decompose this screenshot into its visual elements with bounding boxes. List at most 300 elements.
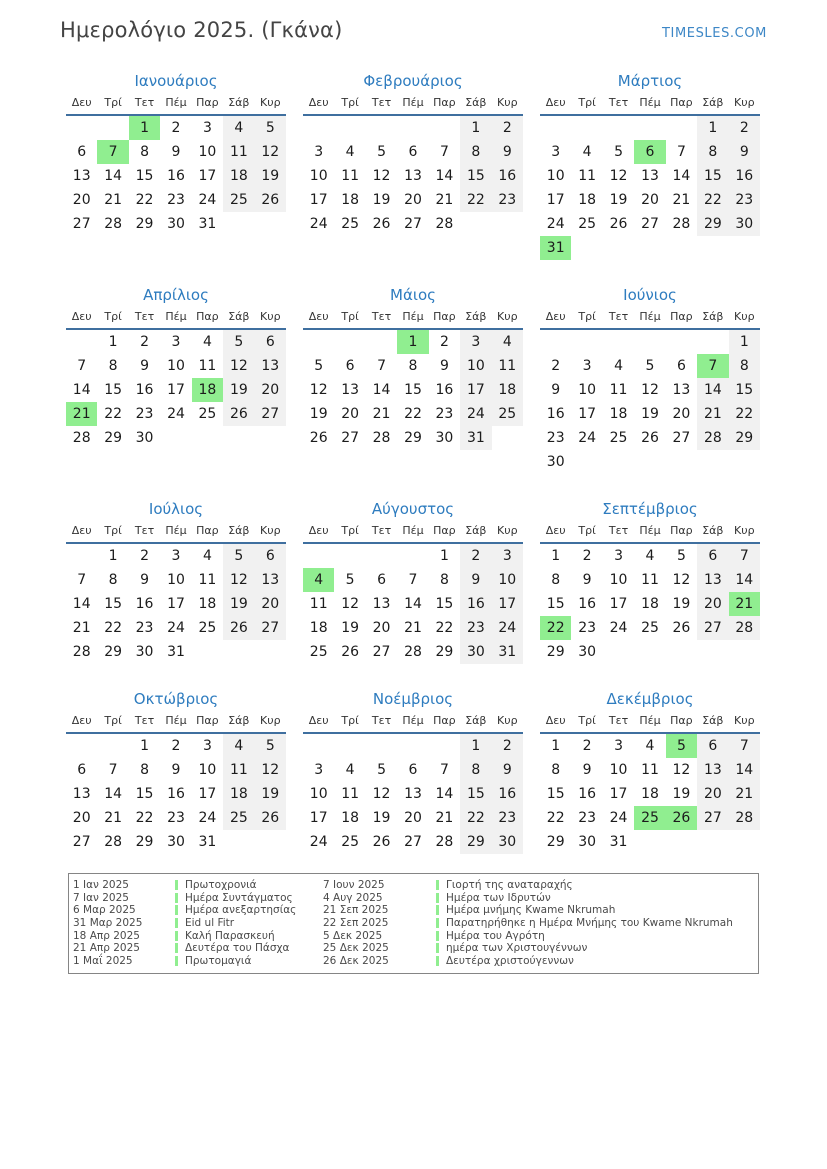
month-days	[66, 734, 286, 854]
day-cell: 24	[198, 192, 217, 208]
weekday-label: Σάβ	[465, 310, 487, 323]
holiday-row	[73, 929, 323, 942]
day-cell: 16	[578, 786, 597, 802]
day-cell	[729, 830, 760, 854]
month-title: Μάιος	[390, 286, 436, 304]
day-cell: 9	[729, 140, 760, 164]
site-link[interactable]: TIMESLES.COM	[661, 26, 767, 41]
day-cell: 6	[345, 358, 355, 374]
day-cell: 3	[460, 330, 491, 354]
day-cell: 28	[672, 216, 691, 232]
day-cell: 30	[492, 830, 523, 854]
day-cell: 13	[72, 786, 91, 802]
day-cell	[223, 212, 254, 236]
day-cell: 28	[697, 426, 728, 450]
day-cell: 12	[672, 762, 691, 778]
day-cell: 10	[198, 762, 217, 778]
day-cell: 22	[135, 810, 154, 826]
month-days	[66, 116, 286, 236]
day-cell: 26	[255, 806, 286, 830]
day-cell: 18	[223, 782, 254, 806]
day-cell: 8	[729, 354, 760, 378]
holiday-name: Πρωτοχρονιά	[185, 879, 257, 892]
day-cell	[666, 116, 697, 140]
month-calendar	[540, 500, 760, 664]
day-cell: 31	[460, 426, 491, 450]
day-cell: 22	[404, 406, 422, 422]
weekday-label: Πέμ	[165, 714, 187, 727]
weekday-label: Τρί	[578, 714, 596, 727]
weekday-label: Παρ	[433, 714, 456, 727]
day-cell: 4	[645, 548, 655, 564]
holiday-row	[323, 892, 758, 905]
day-cell: 23	[135, 406, 154, 422]
day-cell: 15	[104, 596, 123, 612]
day-cell: 25	[609, 430, 628, 446]
day-cell	[366, 116, 397, 140]
weekday-label: Τετ	[371, 310, 392, 323]
month-days	[540, 544, 760, 664]
day-cell: 20	[341, 406, 360, 422]
day-cell: 15	[460, 164, 491, 188]
day-cell: 29	[104, 644, 123, 660]
day-cell: 30	[578, 644, 597, 660]
day-cell: 23	[578, 810, 597, 826]
day-cell: 25	[341, 834, 360, 850]
day-cell: 18	[198, 596, 217, 612]
month-calendar	[66, 500, 286, 664]
day-cell: 25	[492, 402, 523, 426]
day-cell: 1	[108, 334, 118, 350]
day-cell: 14	[435, 786, 454, 802]
day-cell: 13	[72, 168, 91, 184]
day-cell: 25	[341, 216, 360, 232]
day-cell: 12	[372, 786, 391, 802]
weekday-label: Κυρ	[497, 714, 518, 727]
day-cell: 30	[729, 212, 760, 236]
day-cell: 10	[609, 762, 628, 778]
day-cell: 6	[697, 544, 728, 568]
month-days	[303, 544, 523, 664]
day-cell: 1	[129, 116, 160, 140]
day-cell: 27	[697, 616, 728, 640]
day-cell: 3	[314, 762, 324, 778]
day-cell	[366, 544, 397, 568]
holiday-date: 21 Απρ 2025	[73, 942, 140, 955]
day-cell: 12	[255, 758, 286, 782]
day-cell: 15	[435, 596, 454, 612]
holiday-tick-icon	[436, 880, 439, 890]
day-cell: 2	[439, 334, 449, 350]
day-cell: 6	[676, 358, 686, 374]
weekday-label: Πέμ	[402, 714, 424, 727]
day-cell: 11	[198, 358, 217, 374]
day-cell	[697, 830, 728, 854]
day-cell: 25	[223, 806, 254, 830]
day-cell: 4	[202, 334, 212, 350]
day-cell: 29	[546, 834, 565, 850]
month-title: Δεκέμβριος	[606, 690, 694, 708]
day-cell: 22	[135, 192, 154, 208]
day-cell: 7	[108, 762, 118, 778]
day-cell: 27	[372, 644, 391, 660]
day-cell	[255, 426, 286, 450]
month-title: Οκτώβριος	[133, 690, 219, 708]
day-cell	[334, 734, 365, 758]
weekday-label: Τρί	[578, 96, 596, 109]
day-cell	[571, 116, 602, 140]
day-cell: 1	[108, 548, 118, 564]
day-cell: 29	[435, 644, 454, 660]
day-cell: 23	[729, 188, 760, 212]
weekday-label: Κυρ	[734, 96, 755, 109]
holiday-date: 5 Δεκ 2025	[323, 929, 383, 942]
day-cell: 12	[672, 572, 691, 588]
month-days	[303, 116, 523, 236]
weekday-label: Δευ	[545, 310, 566, 323]
day-cell: 12	[223, 568, 254, 592]
weekday-label: Κυρ	[260, 96, 281, 109]
day-cell: 17	[309, 192, 328, 208]
weekday-label: Σάβ	[465, 524, 487, 537]
month-calendar	[540, 72, 760, 260]
day-cell: 6	[77, 144, 87, 160]
day-cell: 4	[492, 330, 523, 354]
day-cell: 31	[198, 834, 217, 850]
day-cell: 8	[697, 140, 728, 164]
months-grid	[66, 72, 760, 854]
day-cell: 24	[492, 616, 523, 640]
day-cell: 9	[140, 358, 150, 374]
day-cell	[429, 734, 460, 758]
day-cell	[603, 640, 634, 664]
weekday-label: Πέμ	[402, 524, 424, 537]
day-cell: 15	[135, 786, 154, 802]
day-cell: 20	[697, 592, 728, 616]
weekday-label: Παρ	[196, 714, 219, 727]
weekday-label: Τετ	[134, 524, 155, 537]
holiday-date: 1 Ιαν 2025	[73, 879, 129, 892]
day-cell: 5	[676, 548, 686, 564]
weekday-label: Δευ	[545, 96, 566, 109]
day-cell: 14	[104, 168, 123, 184]
day-cell: 1	[140, 738, 150, 754]
day-cell: 2	[171, 120, 181, 136]
weekday-label: Παρ	[433, 96, 456, 109]
day-cell: 2	[729, 116, 760, 140]
holiday-tick-icon	[175, 956, 178, 966]
weekday-label: Δευ	[71, 310, 92, 323]
day-cell: 7	[77, 358, 87, 374]
weekday-label: Παρ	[433, 310, 456, 323]
day-cell: 7	[697, 354, 728, 378]
day-cell: 21	[435, 192, 454, 208]
weekday-label: Σάβ	[702, 310, 724, 323]
holiday-date: 1 Μαΐ 2025	[73, 954, 133, 967]
page-header	[60, 18, 767, 42]
holiday-tick-icon	[175, 893, 178, 903]
day-cell: 2	[171, 738, 181, 754]
day-cell	[397, 734, 428, 758]
day-cell: 28	[372, 430, 391, 446]
month-calendar	[303, 500, 523, 664]
day-cell	[634, 236, 665, 260]
day-cell: 23	[546, 430, 565, 446]
day-cell: 19	[672, 596, 691, 612]
day-cell	[255, 212, 286, 236]
day-cell	[366, 734, 397, 758]
day-cell: 27	[341, 430, 360, 446]
day-cell: 21	[672, 192, 691, 208]
day-cell: 19	[309, 406, 328, 422]
day-cell: 1	[551, 738, 561, 754]
weekday-label: Πέμ	[639, 310, 661, 323]
month-title: Σεπτέμβριος	[602, 500, 698, 518]
day-cell: 8	[460, 758, 491, 782]
day-cell: 24	[198, 810, 217, 826]
weekday-header	[540, 309, 760, 330]
holiday-column	[323, 879, 758, 967]
day-cell: 15	[460, 782, 491, 806]
day-cell: 25	[198, 406, 217, 422]
weekday-header	[540, 523, 760, 544]
day-cell: 20	[255, 378, 286, 402]
day-cell: 7	[439, 144, 449, 160]
weekday-label: Δευ	[71, 96, 92, 109]
day-cell	[729, 640, 760, 664]
day-cell: 9	[582, 572, 592, 588]
day-cell: 14	[435, 168, 454, 184]
day-cell: 3	[171, 548, 181, 564]
day-cell: 10	[167, 572, 185, 588]
day-cell: 16	[435, 382, 454, 398]
day-cell: 27	[672, 430, 691, 446]
day-cell: 16	[578, 596, 597, 612]
month-title: Νοέμβριος	[372, 690, 454, 708]
holiday-row	[73, 917, 323, 930]
weekday-label: Δευ	[308, 524, 329, 537]
month-days	[66, 544, 286, 664]
day-cell: 27	[255, 616, 286, 640]
day-cell: 26	[672, 620, 691, 636]
day-cell: 21	[66, 402, 97, 426]
day-cell: 16	[729, 164, 760, 188]
day-cell: 22	[460, 188, 491, 212]
day-cell: 25	[309, 644, 328, 660]
weekday-label: Τρί	[578, 310, 596, 323]
day-cell: 18	[578, 192, 597, 208]
holiday-name: ημέρα των Χριστουγέννων	[446, 942, 588, 955]
weekday-label: Τρί	[341, 310, 359, 323]
day-cell: 13	[672, 382, 691, 398]
holiday-date: 26 Δεκ 2025	[323, 954, 389, 967]
day-cell: 23	[460, 616, 491, 640]
day-cell: 28	[729, 616, 760, 640]
day-cell: 13	[255, 354, 286, 378]
day-cell	[492, 426, 523, 450]
weekday-header	[66, 523, 286, 544]
day-cell: 1	[729, 330, 760, 354]
month-days	[66, 330, 286, 450]
holiday-row	[323, 904, 758, 917]
day-cell: 24	[309, 216, 328, 232]
holiday-row	[323, 917, 758, 930]
weekday-label: Σάβ	[702, 524, 724, 537]
holiday-tick-icon	[175, 943, 178, 953]
holiday-name: Ημέρα μνήμης Kwame Nkrumah	[446, 904, 616, 917]
day-cell: 28	[72, 644, 91, 660]
holiday-row	[73, 892, 323, 905]
day-cell: 19	[372, 192, 391, 208]
weekday-label: Κυρ	[497, 96, 518, 109]
day-cell: 3	[492, 544, 523, 568]
holiday-row	[323, 929, 758, 942]
day-cell: 17	[546, 192, 565, 208]
day-cell: 24	[460, 402, 491, 426]
day-cell: 4	[223, 116, 254, 140]
day-cell: 23	[492, 806, 523, 830]
weekday-label: Πέμ	[402, 96, 424, 109]
day-cell: 11	[641, 572, 659, 588]
day-cell: 10	[492, 568, 523, 592]
day-cell: 13	[341, 382, 360, 398]
weekday-label: Παρ	[433, 524, 456, 537]
day-cell: 13	[404, 168, 422, 184]
day-cell	[603, 236, 634, 260]
day-cell	[255, 830, 286, 854]
day-cell: 16	[492, 164, 523, 188]
day-cell: 1	[551, 548, 561, 564]
day-cell: 10	[198, 144, 217, 160]
day-cell: 31	[540, 236, 571, 260]
day-cell: 26	[666, 806, 697, 830]
day-cell	[666, 830, 697, 854]
day-cell: 11	[223, 758, 254, 782]
day-cell	[634, 330, 665, 354]
day-cell	[223, 640, 254, 664]
day-cell: 19	[255, 164, 286, 188]
weekday-label: Τετ	[371, 524, 392, 537]
day-cell: 11	[492, 354, 523, 378]
day-cell: 11	[341, 786, 360, 802]
day-cell	[303, 734, 334, 758]
day-cell: 24	[609, 810, 628, 826]
day-cell: 14	[72, 596, 91, 612]
weekday-label: Δευ	[308, 96, 329, 109]
weekday-label: Δευ	[308, 714, 329, 727]
day-cell: 23	[492, 188, 523, 212]
holiday-tick-icon	[436, 893, 439, 903]
weekday-label: Τρί	[104, 96, 122, 109]
day-cell: 23	[435, 406, 454, 422]
holiday-tick-icon	[436, 931, 439, 941]
day-cell: 4	[582, 144, 592, 160]
day-cell	[303, 330, 334, 354]
day-cell: 13	[641, 168, 659, 184]
day-cell: 18	[609, 406, 628, 422]
holiday-row	[73, 879, 323, 892]
day-cell: 2	[551, 358, 561, 374]
day-cell: 29	[404, 430, 422, 446]
day-cell: 3	[551, 144, 561, 160]
weekday-label: Τετ	[371, 714, 392, 727]
day-cell: 17	[167, 596, 185, 612]
day-cell: 14	[697, 378, 728, 402]
day-cell: 7	[729, 734, 760, 758]
day-cell: 11	[641, 762, 659, 778]
day-cell: 22	[104, 406, 123, 422]
day-cell: 9	[492, 140, 523, 164]
holiday-row	[73, 942, 323, 955]
day-cell	[223, 830, 254, 854]
day-cell: 17	[309, 810, 328, 826]
day-cell: 14	[729, 568, 760, 592]
day-cell	[66, 116, 97, 140]
month-days	[540, 116, 760, 260]
day-cell: 15	[546, 786, 565, 802]
day-cell: 22	[435, 620, 454, 636]
day-cell: 4	[645, 738, 655, 754]
weekday-header	[540, 95, 760, 116]
day-cell	[697, 640, 728, 664]
holiday-name: Δευτέρα χριστούγεννων	[446, 954, 574, 967]
month-calendar	[66, 690, 286, 854]
day-cell: 26	[341, 644, 360, 660]
day-cell	[666, 236, 697, 260]
weekday-label: Παρ	[670, 96, 693, 109]
weekday-label: Δευ	[308, 310, 329, 323]
day-cell	[603, 330, 634, 354]
day-cell: 14	[372, 382, 391, 398]
day-cell: 16	[167, 168, 185, 184]
day-cell: 20	[255, 592, 286, 616]
day-cell: 29	[697, 212, 728, 236]
day-cell: 6	[255, 330, 286, 354]
day-cell: 4	[202, 548, 212, 564]
day-cell: 1	[397, 330, 428, 354]
weekday-label: Τρί	[341, 524, 359, 537]
day-cell: 19	[372, 810, 391, 826]
holiday-date: 21 Σεπ 2025	[323, 904, 389, 917]
day-cell: 29	[546, 644, 565, 660]
weekday-label: Πέμ	[639, 96, 661, 109]
day-cell: 30	[578, 834, 597, 850]
day-cell: 3	[582, 358, 592, 374]
weekday-label: Τετ	[608, 524, 629, 537]
day-cell: 10	[309, 786, 328, 802]
weekday-label: Σάβ	[702, 714, 724, 727]
day-cell: 12	[372, 168, 391, 184]
holiday-name: Γιορτή της αναταραχής	[446, 879, 573, 892]
day-cell: 24	[167, 406, 185, 422]
day-cell: 9	[551, 382, 561, 398]
weekday-label: Τετ	[608, 714, 629, 727]
holiday-name: Παρατηρήθηκε η Ημέρα Μνήμης του Kwame Nkrumah	[446, 917, 733, 930]
weekday-header	[303, 309, 523, 330]
day-cell: 5	[223, 544, 254, 568]
day-cell: 5	[377, 762, 387, 778]
day-cell: 2	[140, 548, 150, 564]
day-cell: 28	[104, 216, 123, 232]
day-cell	[334, 544, 365, 568]
weekday-label: Κυρ	[497, 310, 518, 323]
day-cell: 9	[582, 762, 592, 778]
month-title: Αύγουστος	[371, 500, 455, 518]
day-cell: 23	[167, 192, 185, 208]
holiday-date: 31 Μαρ 2025	[73, 917, 143, 930]
day-cell: 20	[72, 192, 91, 208]
day-cell: 12	[309, 382, 328, 398]
